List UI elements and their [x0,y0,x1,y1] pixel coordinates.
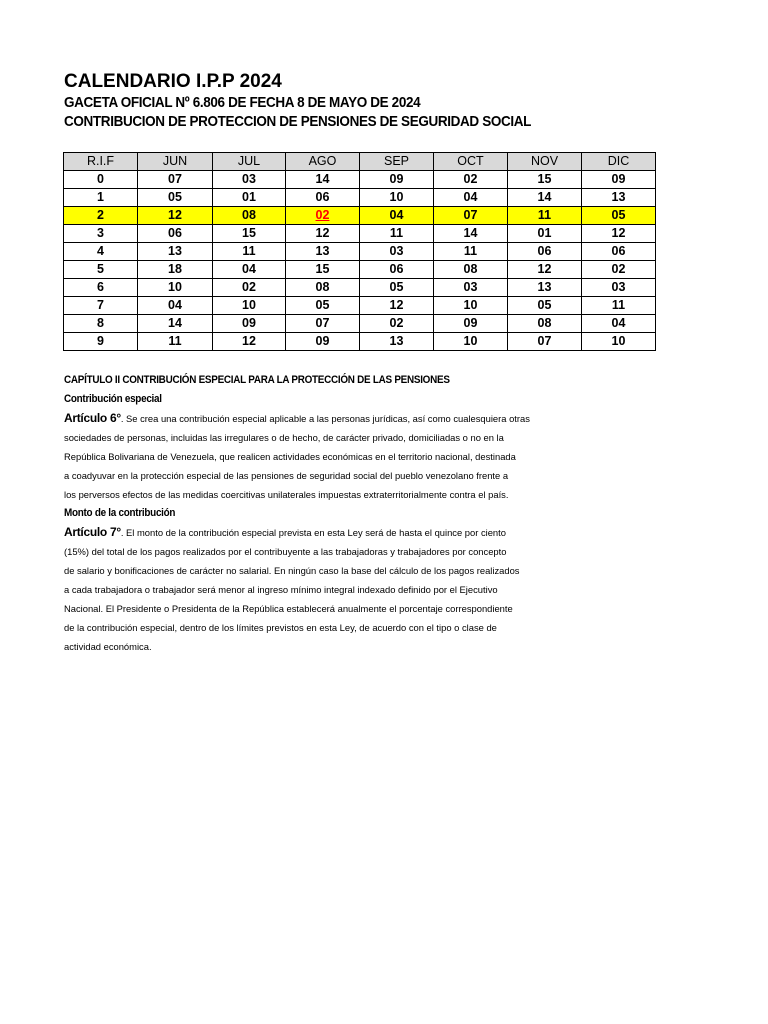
calendar-table [63,152,656,351]
date-cell-ago: 12 [286,225,360,243]
table-row [64,189,656,207]
table-row [64,261,656,279]
table-row [64,297,656,315]
col-header-nov: NOV [508,153,582,171]
date-cell-dic: 12 [582,225,656,243]
date-cell-ago: 02 [286,207,360,225]
table-row [64,333,656,351]
date-cell-oct: 07 [434,207,508,225]
date-cell-jul: 11 [213,243,286,261]
date-cell-nov: 15 [508,171,582,189]
table-row [64,243,656,261]
article-7-line: de la contribución especial, dentro de los límites previstos en esta Ley, de acuerdo con el tipo o clase de [64,622,497,633]
date-cell-oct: 03 [434,279,508,297]
date-cell-oct: 14 [434,225,508,243]
col-header-oct: OCT [434,153,508,171]
date-cell-oct: 10 [434,297,508,315]
col-header-dic: DIC [582,153,656,171]
date-cell-nov: 08 [508,315,582,333]
table-row [64,315,656,333]
date-cell-oct: 10 [434,333,508,351]
table-header-row [64,153,656,171]
article-6-line: República Bolivariana de Venezuela, que realicen actividades económicas en el territorio nacional, destinada [64,451,516,462]
article-6-label: Artículo 6° [64,411,121,425]
date-cell-ago: 06 [286,189,360,207]
rif-digit-cell: 5 [64,261,138,279]
date-cell-jun: 18 [138,261,213,279]
date-cell-nov: 11 [508,207,582,225]
table-row [64,225,656,243]
date-cell-jul: 04 [213,261,286,279]
page-title: CALENDARIO I.P.P 2024 [64,71,282,92]
date-cell-sep: 12 [360,297,434,315]
contribution-subtitle: CONTRIBUCION DE PROTECCION DE PENSIONES DE SEGURIDAD SOCIAL [64,113,532,130]
date-cell-sep: 13 [360,333,434,351]
article-7-line: a cada trabajadora o trabajador será menor al ingreso mínimo integral indexado definido por el Ejecutivo [64,584,498,595]
section-heading-contribution: Contribución especial [64,393,162,405]
date-cell-oct: 02 [434,171,508,189]
date-cell-sep: 02 [360,315,434,333]
date-cell-dic: 09 [582,171,656,189]
date-cell-jul: 15 [213,225,286,243]
date-cell-ago: 14 [286,171,360,189]
rif-digit-cell: 8 [64,315,138,333]
date-cell-nov: 05 [508,297,582,315]
rif-digit-cell: 0 [64,171,138,189]
article-7-line: actividad económica. [64,641,152,652]
date-cell-jul: 12 [213,333,286,351]
date-cell-ago: 07 [286,315,360,333]
chapter-heading: CAPÍTULO II CONTRIBUCIÓN ESPECIAL PARA LA PROTECCIÓN DE LAS PENSIONES [64,374,450,386]
date-cell-jul: 10 [213,297,286,315]
date-cell-oct: 09 [434,315,508,333]
date-cell-ago: 08 [286,279,360,297]
date-cell-jun: 11 [138,333,213,351]
article-7-text: . El monto de la contribución especial prevista en esta Ley será de hasta el quince por ciento [120,527,506,538]
rif-digit-cell: 2 [64,207,138,225]
date-cell-oct: 08 [434,261,508,279]
date-cell-sep: 09 [360,171,434,189]
date-cell-jul: 09 [213,315,286,333]
date-cell-jul: 02 [213,279,286,297]
date-cell-dic: 06 [582,243,656,261]
date-cell-ago: 09 [286,333,360,351]
date-cell-oct: 11 [434,243,508,261]
date-cell-ago: 05 [286,297,360,315]
date-cell-jun: 04 [138,297,213,315]
date-cell-jun: 12 [138,207,213,225]
article-7-line: Nacional. El Presidente o Presidenta de la República establecerá anualmente el porcentaje correspondiente [64,603,513,614]
table-row [64,279,656,297]
date-cell-dic: 13 [582,189,656,207]
date-cell-jul: 08 [213,207,286,225]
rif-digit-cell: 9 [64,333,138,351]
date-cell-sep: 10 [360,189,434,207]
date-cell-jun: 13 [138,243,213,261]
col-header-ago: AGO [286,153,360,171]
date-cell-sep: 04 [360,207,434,225]
date-cell-jun: 06 [138,225,213,243]
date-cell-sep: 05 [360,279,434,297]
gazette-subtitle: GACETA OFICIAL Nº 6.806 DE FECHA 8 DE MAYO DE 2024 [64,94,421,111]
date-cell-jun: 07 [138,171,213,189]
date-cell-nov: 01 [508,225,582,243]
article-6-line: los perversos efectos de las medidas coercitivas unilaterales impuestas extraterritorialmente contra el país. [64,489,509,500]
date-cell-sep: 11 [360,225,434,243]
col-header-jun: JUN [138,153,213,171]
section-heading-amount: Monto de la contribución [64,507,176,519]
article-6-line [64,409,584,428]
date-cell-jun: 05 [138,189,213,207]
table-row [64,171,656,189]
article-7-line [64,523,584,542]
rif-digit-cell: 7 [64,297,138,315]
rif-digit-cell: 3 [64,225,138,243]
article-7-line: (15%) del total de los pagos realizados por el contribuyente a las trabajadoras y trabajadores por concepto [64,546,507,557]
date-cell-dic: 04 [582,315,656,333]
law-text [64,370,584,656]
date-cell-ago: 13 [286,243,360,261]
col-header-jul: JUL [213,153,286,171]
rif-digit-cell: 1 [64,189,138,207]
article-6-text: . Se crea una contribución especial aplicable a las personas jurídicas, así como cualesquiera otras [120,413,530,424]
date-cell-jun: 14 [138,315,213,333]
article-7-label: Artículo 7° [64,525,121,539]
date-cell-dic: 02 [582,261,656,279]
rif-digit-cell: 6 [64,279,138,297]
rif-digit-cell: 4 [64,243,138,261]
date-cell-jun: 10 [138,279,213,297]
table-row [64,207,656,225]
date-cell-jul: 01 [213,189,286,207]
date-cell-dic: 10 [582,333,656,351]
calendar-body [64,171,656,351]
date-cell-nov: 06 [508,243,582,261]
date-cell-nov: 14 [508,189,582,207]
date-cell-sep: 03 [360,243,434,261]
col-header-rif: R.I.F [64,153,138,171]
article-6-line: sociedades de personas, incluidas las irregulares o de hecho, de carácter privado, domiciliadas o no en la [64,432,504,443]
date-cell-ago: 15 [286,261,360,279]
date-cell-nov: 13 [508,279,582,297]
date-cell-sep: 06 [360,261,434,279]
date-cell-nov: 07 [508,333,582,351]
date-cell-dic: 11 [582,297,656,315]
date-cell-dic: 05 [582,207,656,225]
date-cell-oct: 04 [434,189,508,207]
date-cell-dic: 03 [582,279,656,297]
article-6-line: a coadyuvar en la protección especial de las pensiones de seguridad social del pueblo venezolano frente a [64,470,509,481]
date-cell-jul: 03 [213,171,286,189]
article-7-line: de salario y bonificaciones de carácter no salarial. En ningún caso la base del cálculo de los pagos realizados [64,565,520,576]
date-cell-nov: 12 [508,261,582,279]
col-header-sep: SEP [360,153,434,171]
